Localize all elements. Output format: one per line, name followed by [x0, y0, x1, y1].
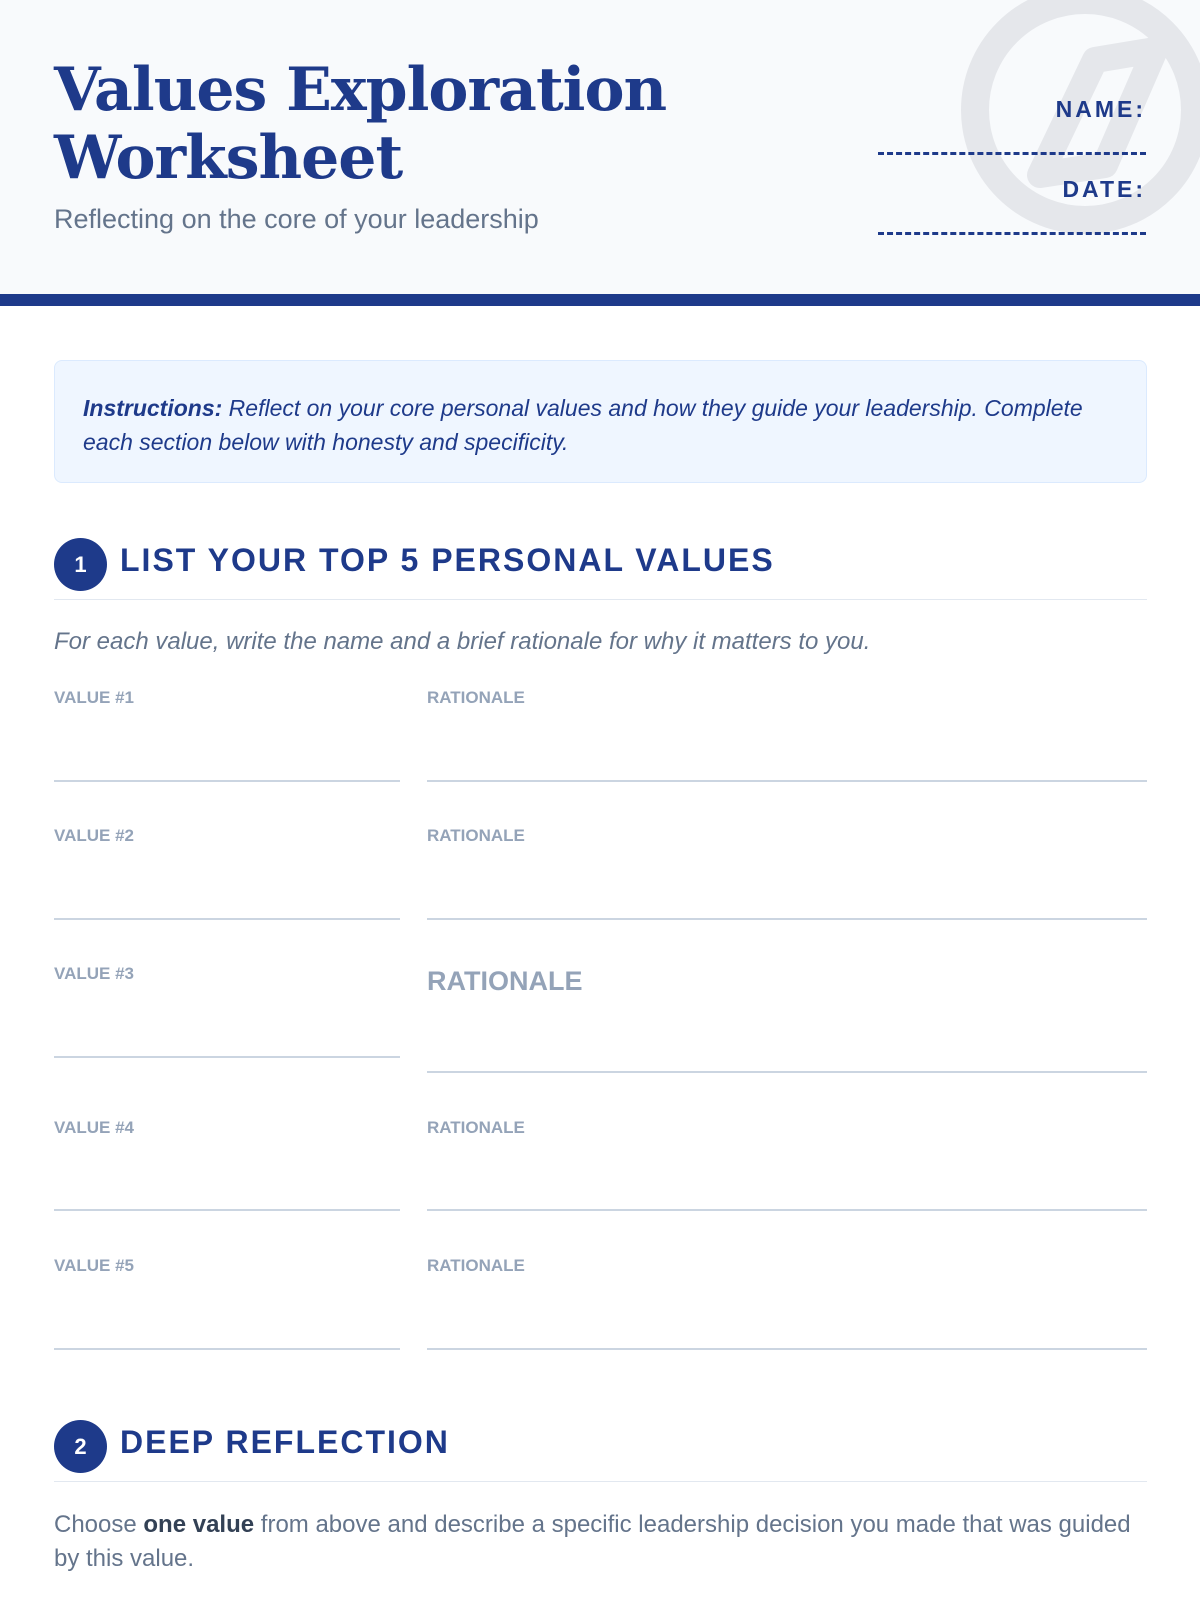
value-5-label: VALUE #5	[54, 1256, 134, 1275]
value-2-label: VALUE #2	[54, 826, 134, 845]
rationale-3-label: RATIONALE	[427, 966, 583, 996]
rationale-2-label: RATIONALE	[427, 826, 525, 845]
section-2-title: DEEP REFLECTION	[120, 1424, 450, 1460]
rationale-5-field[interactable]	[427, 1348, 1147, 1350]
rationale-1-label: RATIONALE	[427, 688, 525, 707]
title-line-1: Values Exploration	[54, 55, 667, 125]
section-2-description	[54, 1508, 1147, 1576]
section-1-title: LIST YOUR TOP 5 PERSONAL VALUES	[120, 542, 775, 578]
value-3-field[interactable]	[54, 1056, 400, 1058]
page-subtitle: Reflecting on the core of your leadership	[54, 204, 539, 234]
rationale-4-label: RATIONALE	[427, 1118, 525, 1137]
section-2-desc-emphasis: one value	[143, 1511, 255, 1538]
instructions-box	[54, 360, 1147, 483]
title-line-2: Worksheet	[54, 123, 403, 193]
date-field[interactable]	[878, 232, 1146, 235]
section-2-desc-start: Choose	[54, 1511, 144, 1538]
section-2-header	[54, 1418, 1147, 1482]
instructions-lead: Instructions:	[83, 395, 223, 421]
value-4-field[interactable]	[54, 1209, 400, 1211]
name-field[interactable]	[878, 152, 1146, 155]
value-4-label: VALUE #4	[54, 1118, 134, 1137]
rationale-3-field[interactable]	[427, 1071, 1147, 1073]
date-label: DATE:	[1062, 176, 1146, 202]
value-1-label: VALUE #1	[54, 688, 134, 707]
value-2-field[interactable]	[54, 918, 400, 920]
section-1-header	[54, 536, 1147, 600]
instructions-text: Reflect on your core personal values and how they guide your leadership. Complete each section below with honesty and specificity.	[83, 395, 1083, 455]
section-1-number: 1	[54, 538, 107, 591]
rationale-1-field[interactable]	[427, 780, 1147, 782]
section-1-description: For each value, write the name and a brief rationale for why it matters to you.	[54, 628, 871, 655]
name-label: NAME:	[1055, 96, 1146, 122]
rationale-2-field[interactable]	[427, 918, 1147, 920]
worksheet-header	[0, 0, 1200, 294]
value-5-field[interactable]	[54, 1348, 400, 1350]
section-2-desc-end: from above and describe a specific leadership decision you made that was guided by this value.	[54, 1511, 1131, 1572]
rationale-4-field[interactable]	[427, 1209, 1147, 1211]
value-1-field[interactable]	[54, 780, 400, 782]
header-divider	[0, 294, 1200, 306]
rationale-5-label: RATIONALE	[427, 1256, 525, 1275]
page-title	[54, 56, 674, 192]
value-3-label: VALUE #3	[54, 964, 134, 983]
section-2-number: 2	[54, 1420, 107, 1473]
